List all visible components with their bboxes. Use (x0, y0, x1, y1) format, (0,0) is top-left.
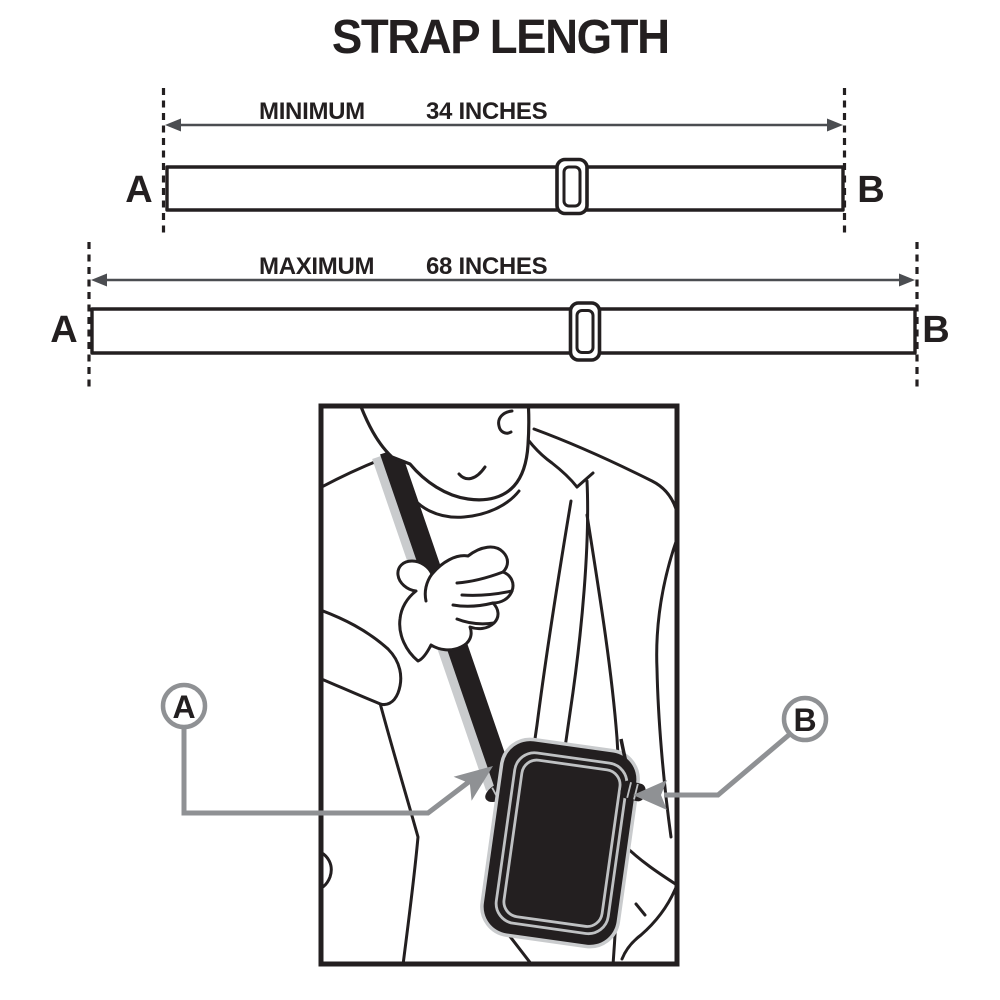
max-arrowhead-right (899, 274, 915, 287)
callout-a-line (184, 727, 470, 813)
max-buckle-inner (577, 311, 593, 353)
callout-a-marker (163, 685, 493, 813)
min-buckle-inner (564, 167, 580, 206)
person-illustration (312, 399, 679, 965)
hip-hand-finger-line (636, 904, 645, 915)
max-length-value: 68 INCHES (426, 253, 548, 280)
min-strap-bar (167, 167, 843, 210)
max-strap-bar (92, 309, 915, 353)
callout-b-line (664, 734, 790, 795)
lapel-inner-edge (531, 501, 571, 775)
max-arrowhead-left (91, 274, 107, 287)
hip-hand-curve-bottom (622, 885, 677, 959)
min-label: MINIMUM (259, 98, 365, 125)
min-end-letter: B (857, 169, 885, 211)
min-arrowhead-right (827, 119, 843, 132)
min-start-letter: A (125, 169, 153, 211)
left-body-line (380, 703, 418, 965)
callout-a-label: A (172, 689, 196, 725)
max-end-letter: B (922, 309, 950, 351)
callout-b-label: B (793, 702, 817, 738)
sleeve-cuff (312, 607, 401, 705)
jacket-shoulder-seam (318, 459, 382, 489)
crossbody-bag (480, 738, 640, 949)
min-length-value: 34 INCHES (426, 98, 548, 125)
max-start-letter: A (50, 309, 78, 351)
page-title: STRAP LENGTH (331, 11, 669, 64)
max-label: MAXIMUM (259, 253, 375, 280)
min-arrowhead-left (165, 119, 181, 132)
lapel-notch (577, 473, 593, 487)
right-shoulder-line (534, 429, 676, 509)
